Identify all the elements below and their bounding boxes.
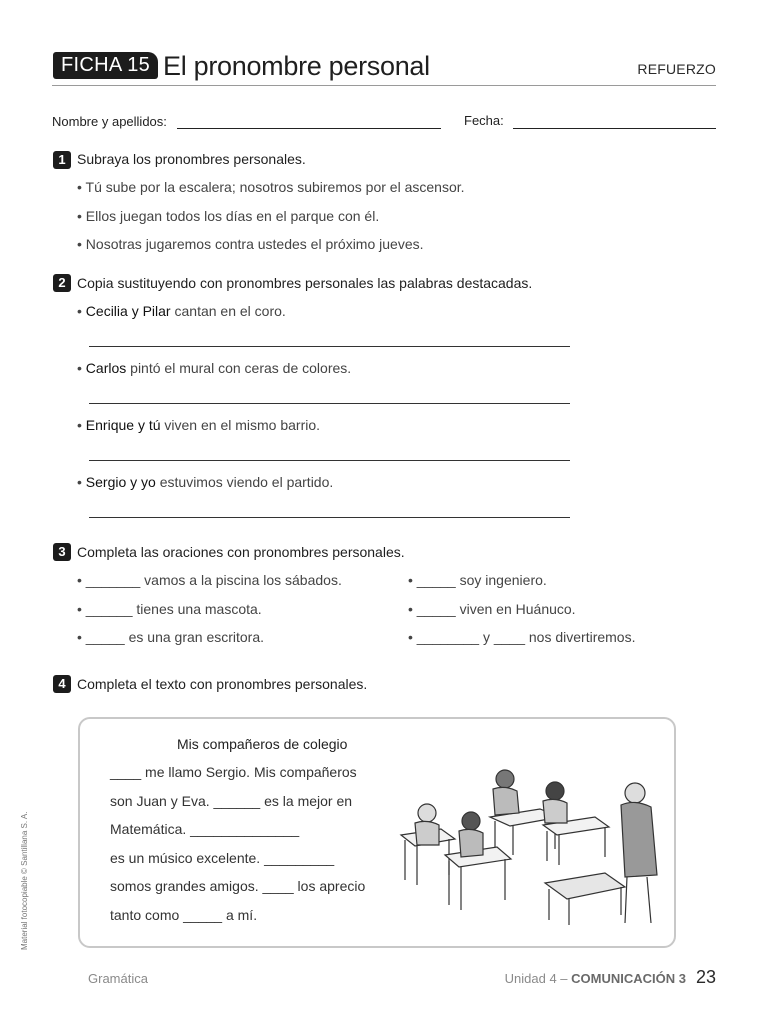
list-item: • Ellos juegan todos los días en el parque con él.: [77, 208, 380, 224]
sentence-rest: pintó el mural con ceras de colores.: [126, 360, 352, 376]
exercise-number: 4: [53, 675, 71, 693]
page-title: El pronombre personal: [163, 51, 430, 81]
bullet: •: [77, 360, 86, 376]
classroom-illustration: [395, 765, 665, 925]
text-line: ____ me llamo Sergio. Mis compañeros: [110, 764, 357, 780]
list-item: • Nosotras jugaremos contra ustedes el próximo jueves.: [77, 236, 424, 252]
unit-prefix: Unidad 4 –: [504, 971, 572, 986]
answer-line[interactable]: [89, 517, 570, 518]
exercise-number: 3: [53, 543, 71, 561]
highlighted-words: Carlos: [85, 360, 127, 376]
text-line: es un músico excelente. _________: [110, 850, 335, 866]
exercise-instruction: Completa el texto con pronombres personales.: [77, 676, 368, 692]
bullet: •: [77, 474, 86, 490]
date-field[interactable]: [513, 128, 716, 129]
list-item: [77, 417, 320, 433]
sentence-rest: estuvimos viendo el partido.: [155, 474, 334, 490]
exercise-instruction: Completa las oraciones con pronombres personales.: [77, 544, 405, 560]
exercise-instruction: Subraya los pronombres personales.: [77, 151, 306, 167]
list-item: • Tú sube por la escalera; nosotros subiremos por el ascensor.: [77, 179, 465, 195]
answer-line[interactable]: [89, 403, 570, 404]
text-line: Matemática. ______________: [110, 821, 300, 837]
highlighted-words: Cecilia y Pilar: [85, 303, 171, 319]
footer-section: Gramática: [88, 971, 148, 986]
highlighted-words: Enrique y tú: [85, 417, 161, 433]
exercise-instruction: Copia sustituyendo con pronombres personales las palabras destacadas.: [77, 275, 533, 291]
text-title: Mis compañeros de colegio: [177, 736, 348, 752]
exercise-number: 1: [53, 151, 71, 169]
exercise-number: 2: [53, 274, 71, 292]
list-item: • _____ soy ingeniero.: [408, 572, 547, 588]
copyright-note: Material fotocopiable © Santillana S. A.: [20, 811, 29, 950]
highlighted-words: Sergio y yo: [85, 474, 156, 490]
list-item: [77, 303, 286, 319]
header-divider: [52, 85, 716, 86]
footer-unit: [505, 971, 686, 986]
answer-line[interactable]: [89, 460, 570, 461]
list-item: • _____ viven en Huánuco.: [408, 601, 576, 617]
bullet: •: [77, 417, 86, 433]
name-label: Nombre y apellidos:: [52, 114, 167, 129]
list-item: • ______ tienes una mascota.: [77, 601, 262, 617]
ficha-badge: FICHA 15: [53, 52, 158, 79]
list-item: • ________ y ____ nos divertiremos.: [408, 629, 636, 645]
page-number: 23: [695, 967, 716, 987]
sentence-rest: cantan en el coro.: [170, 303, 286, 319]
text-line: son Juan y Eva. ______ es la mejor en: [110, 793, 353, 809]
answer-line[interactable]: [89, 346, 570, 347]
name-field[interactable]: [177, 128, 441, 129]
bullet: •: [77, 303, 86, 319]
text-line: tanto como _____ a mí.: [110, 907, 258, 923]
date-label: Fecha:: [464, 113, 504, 128]
list-item: • _____ es una gran escritora.: [77, 629, 265, 645]
level-label: REFUERZO: [637, 61, 716, 77]
unit-name: COMUNICACIÓN 3: [571, 971, 686, 986]
list-item: • _______ vamos a la piscina los sábados.: [77, 572, 342, 588]
list-item: [77, 474, 333, 490]
list-item: [77, 360, 351, 376]
sentence-rest: viven en el mismo barrio.: [160, 417, 321, 433]
text-line: somos grandes amigos. ____ los aprecio: [110, 878, 366, 894]
